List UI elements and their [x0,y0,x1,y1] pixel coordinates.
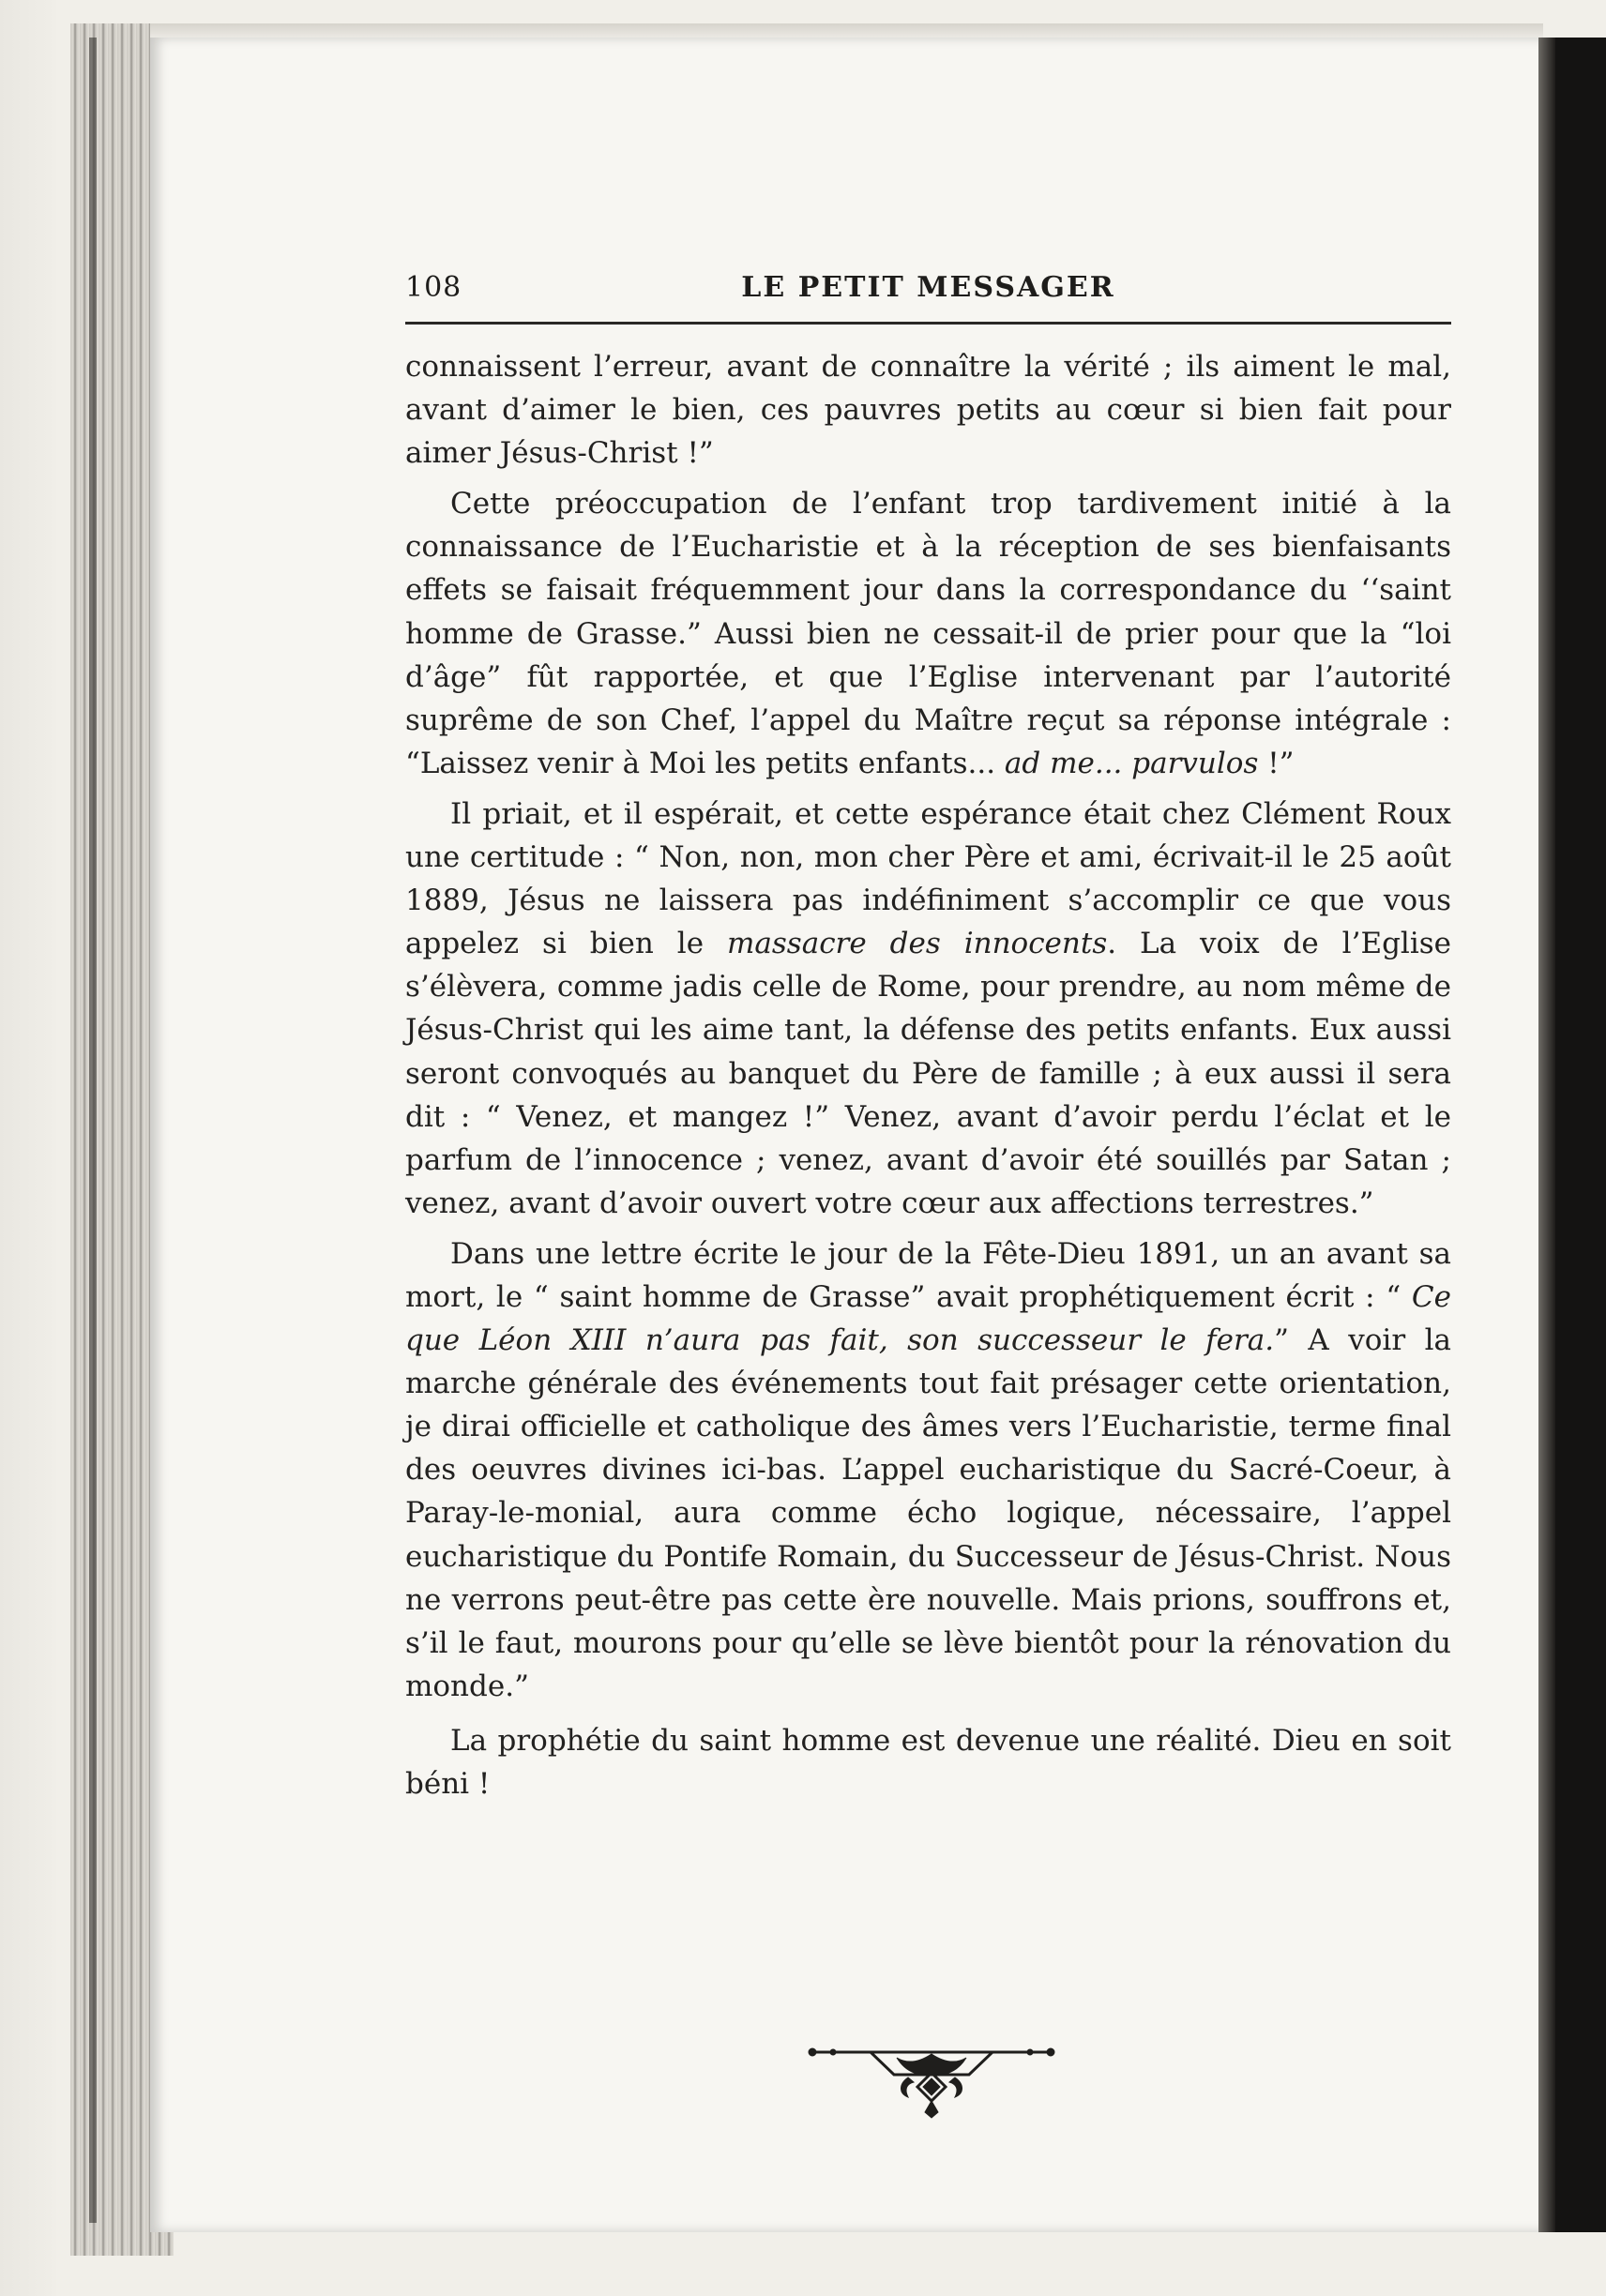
paragraph-3-italic: massacre des innocents [727,927,1108,961]
paragraph-2 [405,482,1451,785]
paragraph-4 [405,1232,1451,1708]
paragraph-continued: connaissent l’erreur, avant de connaître la vérité ; ils aiment le mal, avant d’aimer le bien, ces pauvres petits au cœur si bien fait pour aimer Jésus-Christ !” [405,350,1451,471]
paragraph-4-end: ” A voir la marche générale des événements tout fait présager cette orientation, je dirai officielle et catholique des âmes vers l’Eucharistie, terme final des oeuvres divines ici-bas. L’appel eucharistique du Sacré-Coeur, à Paray-le-monial, aura comme écho logique, nécessaire, l’appel eucharistique du Pontife Romain, du Successeur de Jésus-Christ. Nous ne verrons peut-être pas cette ère nouvelle. Mais prions, souffrons et, s’il le faut, mourons pour qu’elle se lève bientôt pour la rénovation du monde.” [405,1323,1452,1703]
paragraph-2-latin-quote: ad me... parvulos [1004,746,1259,780]
book-page-stack-shadow [89,38,97,2223]
paragraph-4-italic-quote: Ce que Léon XIII n’aura pas fait, son successeur le fera. [405,1279,1451,1358]
book-binding-shadow [1538,38,1555,2232]
scan-left-margin [0,0,56,2296]
paragraph-2-end: !” [1258,746,1295,780]
paragraph-2-text: Cette préoccupation de l’enfant trop tardivement initié à la connaissance de l’Eucharistie et à la réception de ses bienfaisants effets se faisait fréquemment jour dans la correspondance du ‘‘saint homme de Grasse.” Aussi bien ne cessait-il de prier pour que la “loi d’âge” fût rapportée, et que l’Eglise intervenant par l’autorité suprême de son Chef, l’appel du Maître reçut sa réponse intégrale : “Laissez venir à Moi les petits enfants... [405,487,1451,780]
paragraph-3-end: . La voix de l’Eglise s’élèvera, comme jadis celle de Rome, pour prendre, au nom même de Jésus-Christ qui les aime tant, la défense des petits enfants. Eux aussi seront convoqués au banquet du Père de famille ; à eux aussi il sera dit : “ Venez, et mangez !” Venez, avant d’avoir perdu l’éclat et le parfum de l’innocence ; venez, avant d’avoir été souillés par Satan ; venez, avant d’avoir ouvert votre cœur aux affections terrestres.” [405,927,1452,1220]
running-header [405,267,1451,325]
paragraph-4-text: Dans une lettre écrite le jour de la Fête-Dieu 1891, un an avant sa mort, le “ saint homme de Grasse” avait prophétiquement écrit : “ [405,1236,1451,1314]
page-number: 108 [405,271,462,304]
paragraph-3-text: Il priait, et il espérait, et cette espérance était chez Clément Roux une certitude : “ Non, non, mon cher Père et ami, écrivait-il le 25 août 1889, Jésus ne laissera pas indéfiniment s’accomplir ce que vous appelez si bien le [405,796,1451,961]
running-title: LE PETIT MESSAGER [741,271,1115,304]
body-text [405,345,1451,1805]
paragraph-3 [405,793,1451,1225]
floral-tailpiece-icon [805,2035,1058,2120]
paragraph-5: La prophétie du saint homme est devenue une réalité. Dieu en soit béni ! [405,1723,1451,1801]
